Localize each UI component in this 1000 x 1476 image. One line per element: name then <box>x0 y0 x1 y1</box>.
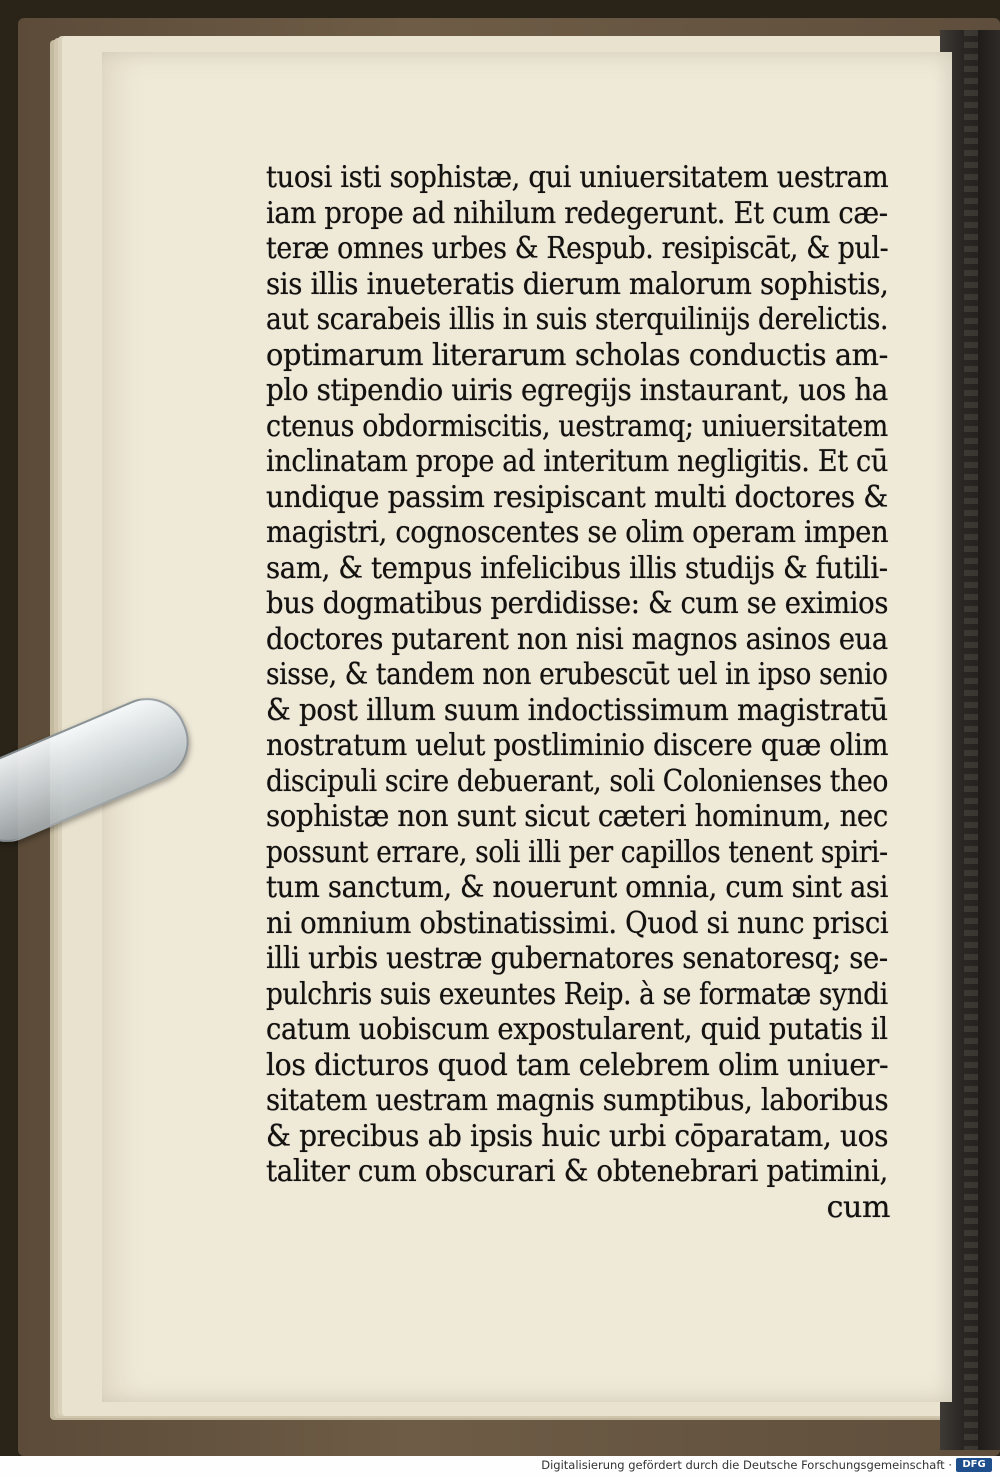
text-line: sis illis inueteratis dierum malorum sophistis, <box>266 266 889 302</box>
text-line: ni omnium obstinatissimi. Quod si nunc prisci <box>266 905 889 941</box>
text-line: sophistæ non sunt sicut cæteri hominum, nec <box>266 799 888 834</box>
text-line: sisse, & tandem non erubescūt uel in ipso senio <box>266 657 888 692</box>
text-line: & precibus ab ipsis huic urbi cōparatam, uos <box>266 1118 889 1154</box>
text-line: optimarum literarum scholas conductis am- <box>266 337 888 373</box>
text-line: sitatem uestram magnis sumptibus, laboribus <box>266 1083 889 1118</box>
footer-credit: Digitalisierung gefördert durch die Deutsche Forschungsgemeinschaft · <box>541 1458 952 1472</box>
text-line: bus dogmatibus perdidisse: & cum se eximios <box>266 586 889 621</box>
text-line: tum sanctum, & nouerunt omnia, cum sint asi <box>266 870 889 905</box>
text-line: & post illum suum indoctissimum magistratū <box>266 692 888 728</box>
footer <box>0 1456 1000 1476</box>
text-line: ctenus obdormiscitis, uestramq; uniuersitatem <box>266 408 888 444</box>
text-line: teræ omnes urbes & Respub. resipiscāt, & pul- <box>266 231 889 266</box>
text-line: magistri, cognoscentes se olim operam impen <box>266 515 889 550</box>
text-line: nostratum uelut postliminio discere quæ olim <box>266 728 889 763</box>
text-line: pulchris suis exeuntes Reip. à se formatæ syndi <box>266 976 888 1012</box>
text-line: doctores putarent non nisi magnos asinos eua <box>266 621 888 657</box>
text-block <box>266 160 896 1225</box>
text-line: undique passim resipiscant multi doctores & <box>266 479 888 515</box>
catchword: cum <box>826 1189 890 1225</box>
text-line: catum uobiscum expostularent, quid putatis il <box>266 1012 888 1047</box>
text-line: discipuli scire debuerant, soli Colonienses theo <box>266 763 889 799</box>
text-line: aut scarabeis illis in suis sterquilinijs derelictis. <box>266 302 889 337</box>
text-line: inclinatam prope ad interitum negligitis. Et cū <box>266 444 888 479</box>
text-line: taliter cum obscurari & obtenebrari patimini, <box>266 1154 888 1189</box>
text-line: iam prope ad nihilum redegerunt. Et cum cæ- <box>266 195 888 231</box>
text-line: los dicturos quod tam celebrem olim uniuer- <box>266 1047 889 1083</box>
text-line: possunt errare, soli illi per capillos tenent spiri- <box>266 834 888 870</box>
text-line: tuosi isti sophistæ, qui uniuersitatem uestram <box>266 160 889 195</box>
text-line: sam, & tempus infelicibus illis studijs & futili- <box>266 550 888 586</box>
text-line: illi urbis uestræ gubernatores senatoresq; se- <box>266 941 888 976</box>
text-line: plo stipendio uiris egregijs instaurant, uos ha <box>266 373 888 408</box>
dfg-logo-icon: DFG <box>956 1458 992 1472</box>
